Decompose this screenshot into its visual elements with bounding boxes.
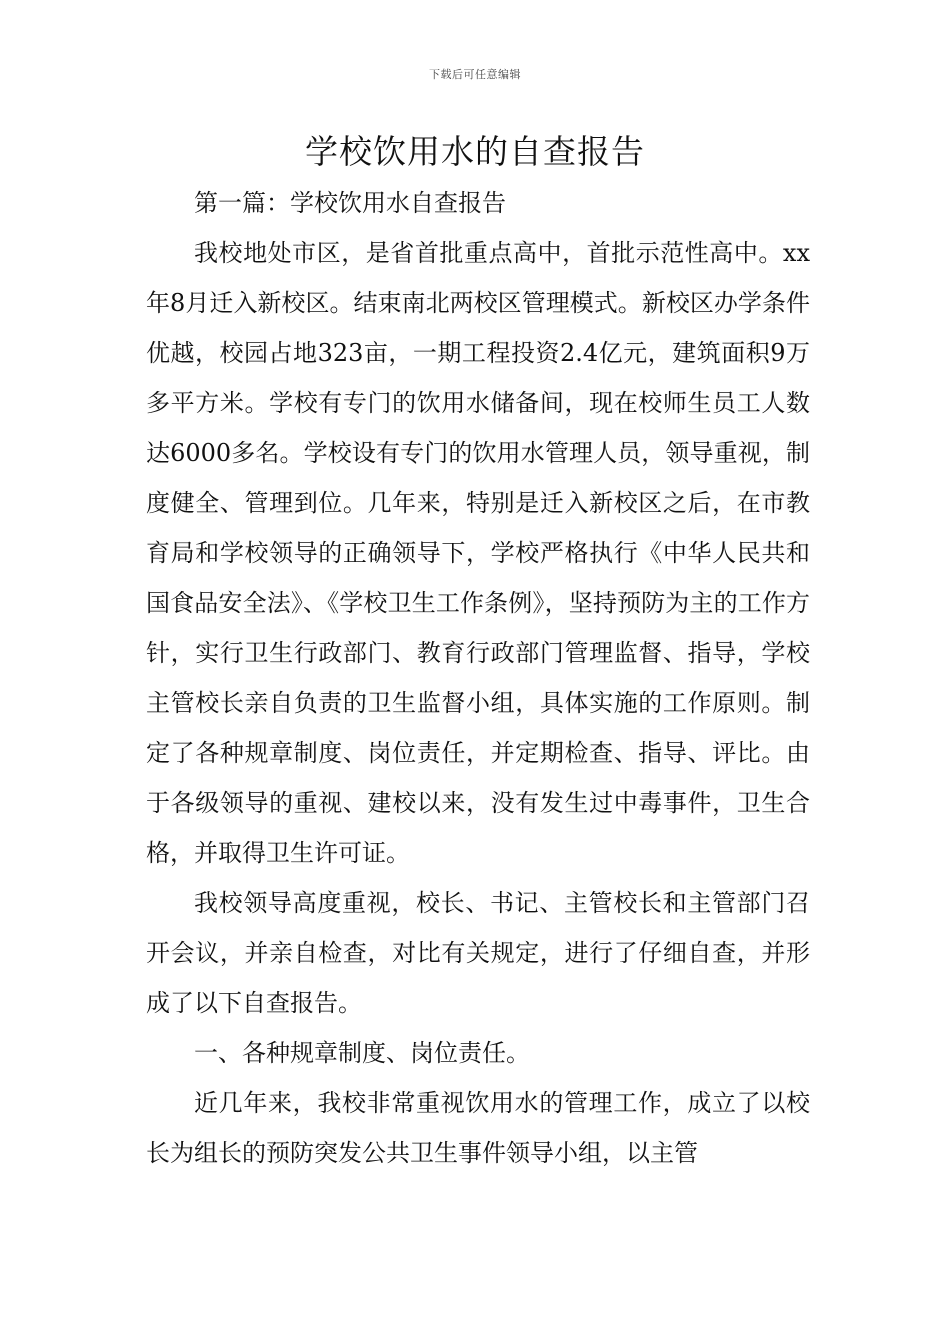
section-heading: 一、各种规章制度、岗位责任。 — [194, 1039, 530, 1067]
paragraph: 我校领导高度重视，校长、书记、主管校长和主管部门召开会议，并亲自检查，对比有关规定，进行了仔细自查，并形成了以下自查报告。 — [146, 889, 810, 1017]
section-heading: 第一篇：学校饮用水自查报告 — [194, 189, 506, 217]
paragraph: 近几年来，我校非常重视饮用水的管理工作，成立了以校长为组长的预防突发公共卫生事件领导小组，以主管 — [146, 1089, 810, 1167]
paragraph: 我校地处市区，是省首批重点高中，首批示范性高中。xx年8月迁入新校区。结束南北两校区管理模式。新校区办学条件优越，校园占地323亩，一期工程投资2.4亿元，建筑面积9万多平方米。学校有专门的饮用水储备间，现在校师生员工人数达6000多名。学校设有专门的饮用水管理人员，领导重视，制度健全、管理到位。几年来，特别是迁入新校区之后，在市教育局和学校领导的正确领导下，学校严格执行《中华人民共和国食品安全法》、《学校卫生工作条例》，坚持预防为主的工作方针，实行卫生行政部门、教育行政部门管理监督、指导，学校主管校长亲自负责的卫生监督小组，具体实施的工作原则。制定了各种规章制度、岗位责任，并定期检查、指导、评比。由于各级领导的重视、建校以来，没有发生过中毒事件，卫生合格，并取得卫生许可证。 — [146, 239, 810, 867]
header-note: 下载后可任意编辑 — [429, 68, 521, 81]
document-body — [146, 178, 810, 1178]
document-title: 学校饮用水的自查报告 — [305, 132, 645, 171]
